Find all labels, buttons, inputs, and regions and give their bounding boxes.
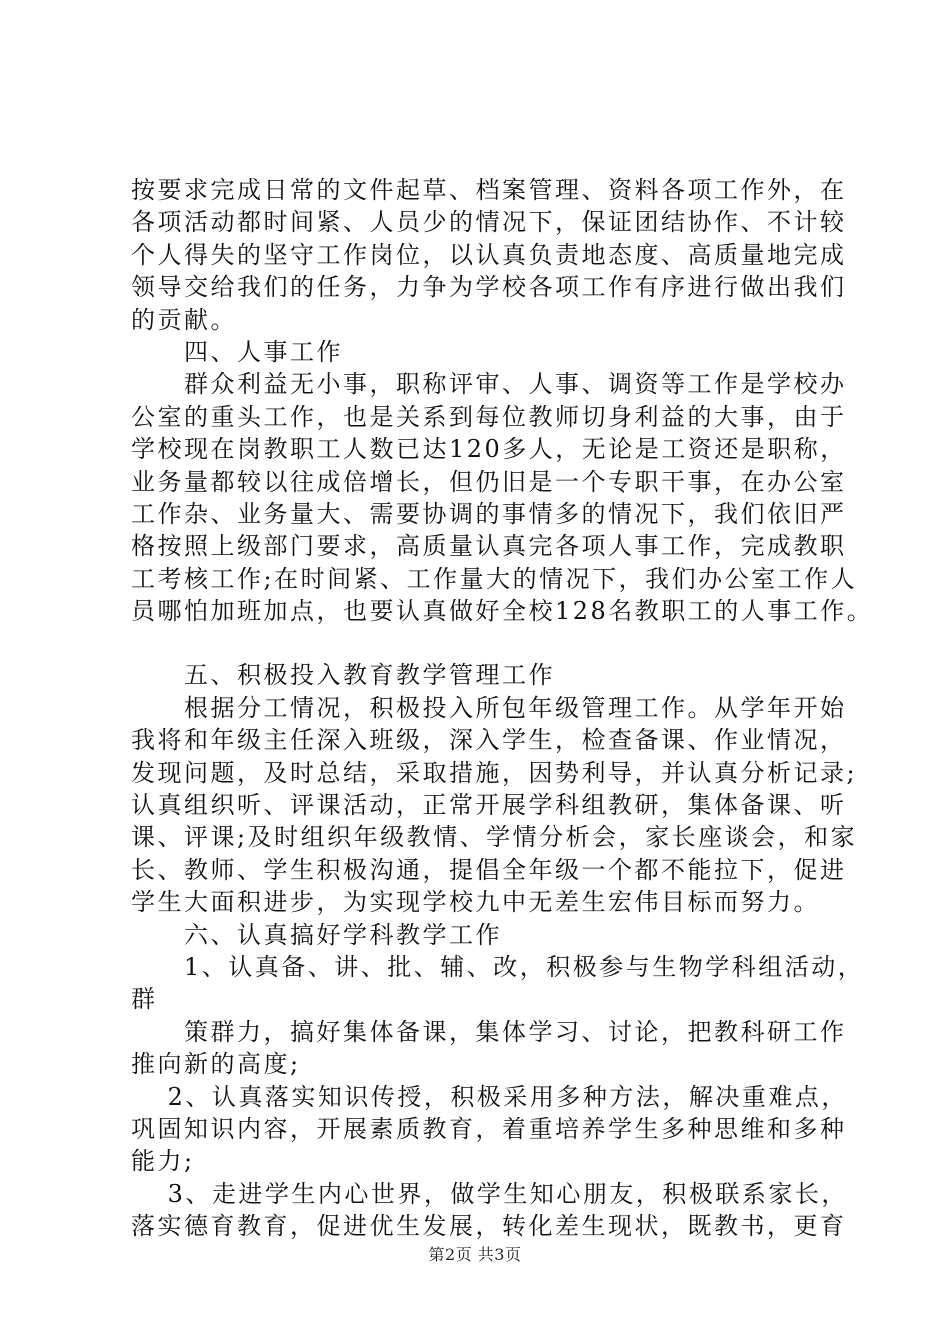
- text-line: 格按照上级部门要求，高质量认真完各项人事工作，完成教职: [131, 532, 847, 561]
- text-line: 学生大面积进步，为实现学校九中无差生宏伟目标而努力。: [131, 888, 820, 917]
- text-line: 长、教师、学生积极沟通，提倡全年级一个都不能拉下，促进: [131, 855, 847, 884]
- page-footer: 第2页 共3页: [428, 1245, 522, 1264]
- text-line: 能力;: [131, 1147, 195, 1176]
- body-text: [131, 174, 874, 1243]
- text-line: 工作杂、业务量大、需要协调的事情多的情况下，我们依旧严: [131, 499, 847, 528]
- text-line: 领导交给我们的任务，力争为学校各项工作有序进行做出我们: [131, 273, 847, 302]
- text-line: 群: [131, 985, 158, 1014]
- text-line: 3、走进学生内心世界，做学生知心朋友，积极联系家长，: [131, 1179, 848, 1208]
- text-line: 落实德育教育，促进优生发展，转化差生现状，既教书，更育: [131, 1212, 847, 1241]
- section-heading-6: 六、认真搞好学科教学工作: [131, 920, 502, 949]
- text-line: 1、认真备、讲、批、辅、改，积极参与生物学科组活动，: [131, 952, 865, 981]
- section-heading-4: 四、人事工作: [131, 337, 343, 366]
- text-line: 工考核工作;在时间紧、工作量大的情况下，我们办公室工作人: [131, 564, 858, 593]
- paragraph-gap: [131, 627, 851, 659]
- text-line: 的贡献。: [131, 305, 237, 334]
- text-line: 学校现在岗教职工人数已达120多人，无论是工资还是职称，: [131, 435, 847, 464]
- text-line: 发现问题，及时总结，采取措施，因势利导，并认真分析记录;: [131, 758, 858, 787]
- text-line: 员哪怕加班加点，也要认真做好全校128名教职工的人事工作。: [131, 597, 874, 626]
- text-line: 各项活动都时间紧、人员少的情况下，保证团结协作、不计较: [131, 208, 847, 237]
- text-line: 课、评课;及时组织年级教情、学情分析会，家长座谈会，和家: [131, 823, 858, 852]
- text-line: 巩固知识内容，开展素质教育，着重培养学生多种思维和多种: [131, 1114, 847, 1143]
- text-line: 认真组织听、评课活动，正常开展学科组教研，集体备课、听: [131, 791, 847, 820]
- text-line: 个人得失的坚守工作岗位，以认真负责地态度、高质量地完成: [131, 240, 847, 269]
- text-line: 推向新的高度;: [131, 1050, 301, 1079]
- text-line: 策群力，搞好集体备课，集体学习、讨论，把教科研工作: [131, 1017, 847, 1046]
- text-line: 我将和年级主任深入班级，深入学生，检查备课、作业情况，: [131, 726, 847, 755]
- text-line: 2、认真落实知识传授，积极采用多种方法，解决重难点，: [131, 1082, 848, 1111]
- section-heading-5: 五、积极投入教育教学管理工作: [131, 661, 555, 690]
- text-line: 公室的重头工作，也是关系到每位教师切身利益的大事，由于: [131, 402, 847, 431]
- text-line: 群众利益无小事，职称评审、人事、调资等工作是学校办: [131, 370, 847, 399]
- text-line: 按要求完成日常的文件起草、档案管理、资料各项工作外，在: [131, 176, 847, 204]
- text-line: 根据分工情况，积极投入所包年级管理工作。从学年开始: [131, 693, 847, 722]
- text-line: 业务量都较以往成倍增长，但仍旧是一个专职干事，在办公室: [131, 467, 847, 496]
